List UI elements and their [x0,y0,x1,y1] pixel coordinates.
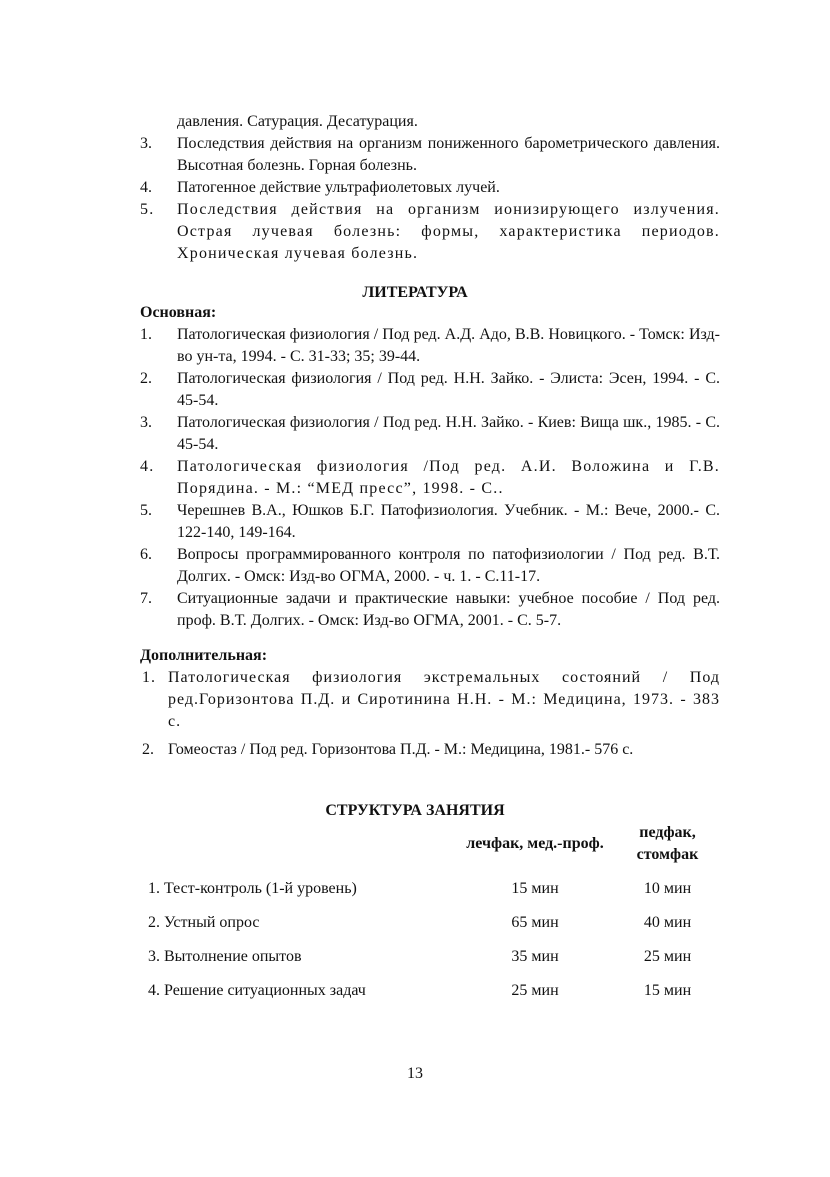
list-number: 3. [140,414,152,431]
activity-name: 2. Устный опрос [148,914,260,931]
extra-literature [140,645,720,761]
table-row [140,974,725,1008]
list-item [140,133,720,177]
list-item [140,177,720,199]
structure-heading: СТРУКТУРА ЗАНЯТИЯ [325,802,505,819]
list-number: 2. [142,741,154,758]
extra-literature-label: Дополнительная: [140,647,268,664]
list-number: 1. [140,326,152,343]
table-row [140,940,725,974]
literature-item [140,324,720,368]
list-text: Черешнев В.А., Юшков Б.Г. Патофизиология. Учебник. - М.: Вече, 2000.- С. 122-140, 149-164. [177,502,720,541]
list-text: Вопросы программированного контроля по патофизиологии / Под ред. В.Т. Долгих. - Омск: Изд-во ОГМА, 2000. - ч. 1. - С.11-17. [177,546,720,585]
literature-item [140,667,720,733]
list-number: 4. [140,458,155,475]
activity-name: 1. Тест-контроль (1-й уровень) [148,880,357,897]
literature-item [140,588,720,632]
list-text: Патологическая физиология /Под ред. А.И. Воложина и Г.В. Порядина. - М.: “МЕД пресс”, 1998. - С.. [177,458,720,497]
table-row [140,906,725,940]
literature-item [140,739,720,761]
activity-name: 3. Вытолнение опытов [148,948,302,965]
literature-item [140,456,720,500]
list-text: Последствия действия на организм ионизирующего излучения. Острая лучевая болезнь: формы, характеристика периодов. Хроническая лучевая болезнь. [177,201,720,262]
duration-pedfak: 10 мин [643,880,692,897]
duration-pedfak: 15 мин [643,982,692,999]
duration-pedfak: 25 мин [643,948,692,965]
page-number: 13 [407,1065,423,1082]
list-number: 1. [142,669,156,686]
list-item [140,199,720,265]
duration-lechfak: 25 мин [511,982,559,999]
column-header-lechfak: лечфак, мед.-проф. [466,835,604,852]
table-header-row [140,822,725,872]
duration-pedfak: 40 мин [643,914,692,931]
list-number: 5. [140,201,155,218]
list-item [140,111,720,133]
duration-lechfak: 65 мин [511,914,559,931]
list-text: Ситуационные задачи и практические навыки: учебное пособие / Под ред. проф. В.Т. Долгих. - Омск: Изд-во ОГМА, 2001. - С. 5-7. [177,590,720,629]
literature-item [140,368,720,412]
list-text: Патогенное действие ультрафиолетовых лучей. [177,179,500,196]
list-number: 6. [140,546,152,563]
table-row [140,872,725,906]
list-text: Патологическая физиология / Под ред. Н.Н. Зайко. - Киев: Вища шк., 1985. - С. 45-54. [177,414,720,453]
list-text: Патологическая физиология / Под ред. А.Д. Адо, В.В. Новицкого. - Томск: Изд-во ун-та, 1994. - С. 31-33; 35; 39-44. [177,326,720,365]
duration-lechfak: 15 мин [511,880,559,897]
list-text: Патологическая физиология / Под ред. Н.Н. Зайко. - Элиста: Эсен, 1994. - С. 45-54. [177,370,720,409]
list-text: Патологическая физиология экстремальных состояний / Под ред.Горизонтова П.Д. и Сиротинина Н.Н. - М.: Медицина, 1973. - 383 с. [168,669,720,730]
literature-item [140,544,720,588]
topic-list [140,111,720,265]
main-literature-label: Основная: [140,304,217,321]
activity-name: 4. Решение ситуационных задач [148,982,366,999]
list-number: 2. [140,370,152,387]
literature-heading: ЛИТЕРАТУРА [362,284,468,301]
list-text: давления. Сатурация. Десатурация. [177,113,418,130]
table-header-empty [140,822,460,872]
list-number: 5. [140,502,152,519]
list-number: 4. [140,179,152,196]
duration-lechfak: 35 мин [511,948,559,965]
main-literature [140,302,720,632]
list-text: Гомеостаз / Под ред. Горизонтова П.Д. - М.: Медицина, 1981.- 576 с. [168,741,634,758]
literature-item [140,500,720,544]
structure-table [140,822,725,1008]
list-number: 3. [140,135,152,152]
list-text: Последствия действия на организм пониженного барометрического давления. Высотная болезнь. Горная болезнь. [177,135,720,174]
literature-item [140,412,720,456]
list-number: 7. [140,590,152,607]
column-header-pedfak: педфак, стомфак [636,824,699,863]
